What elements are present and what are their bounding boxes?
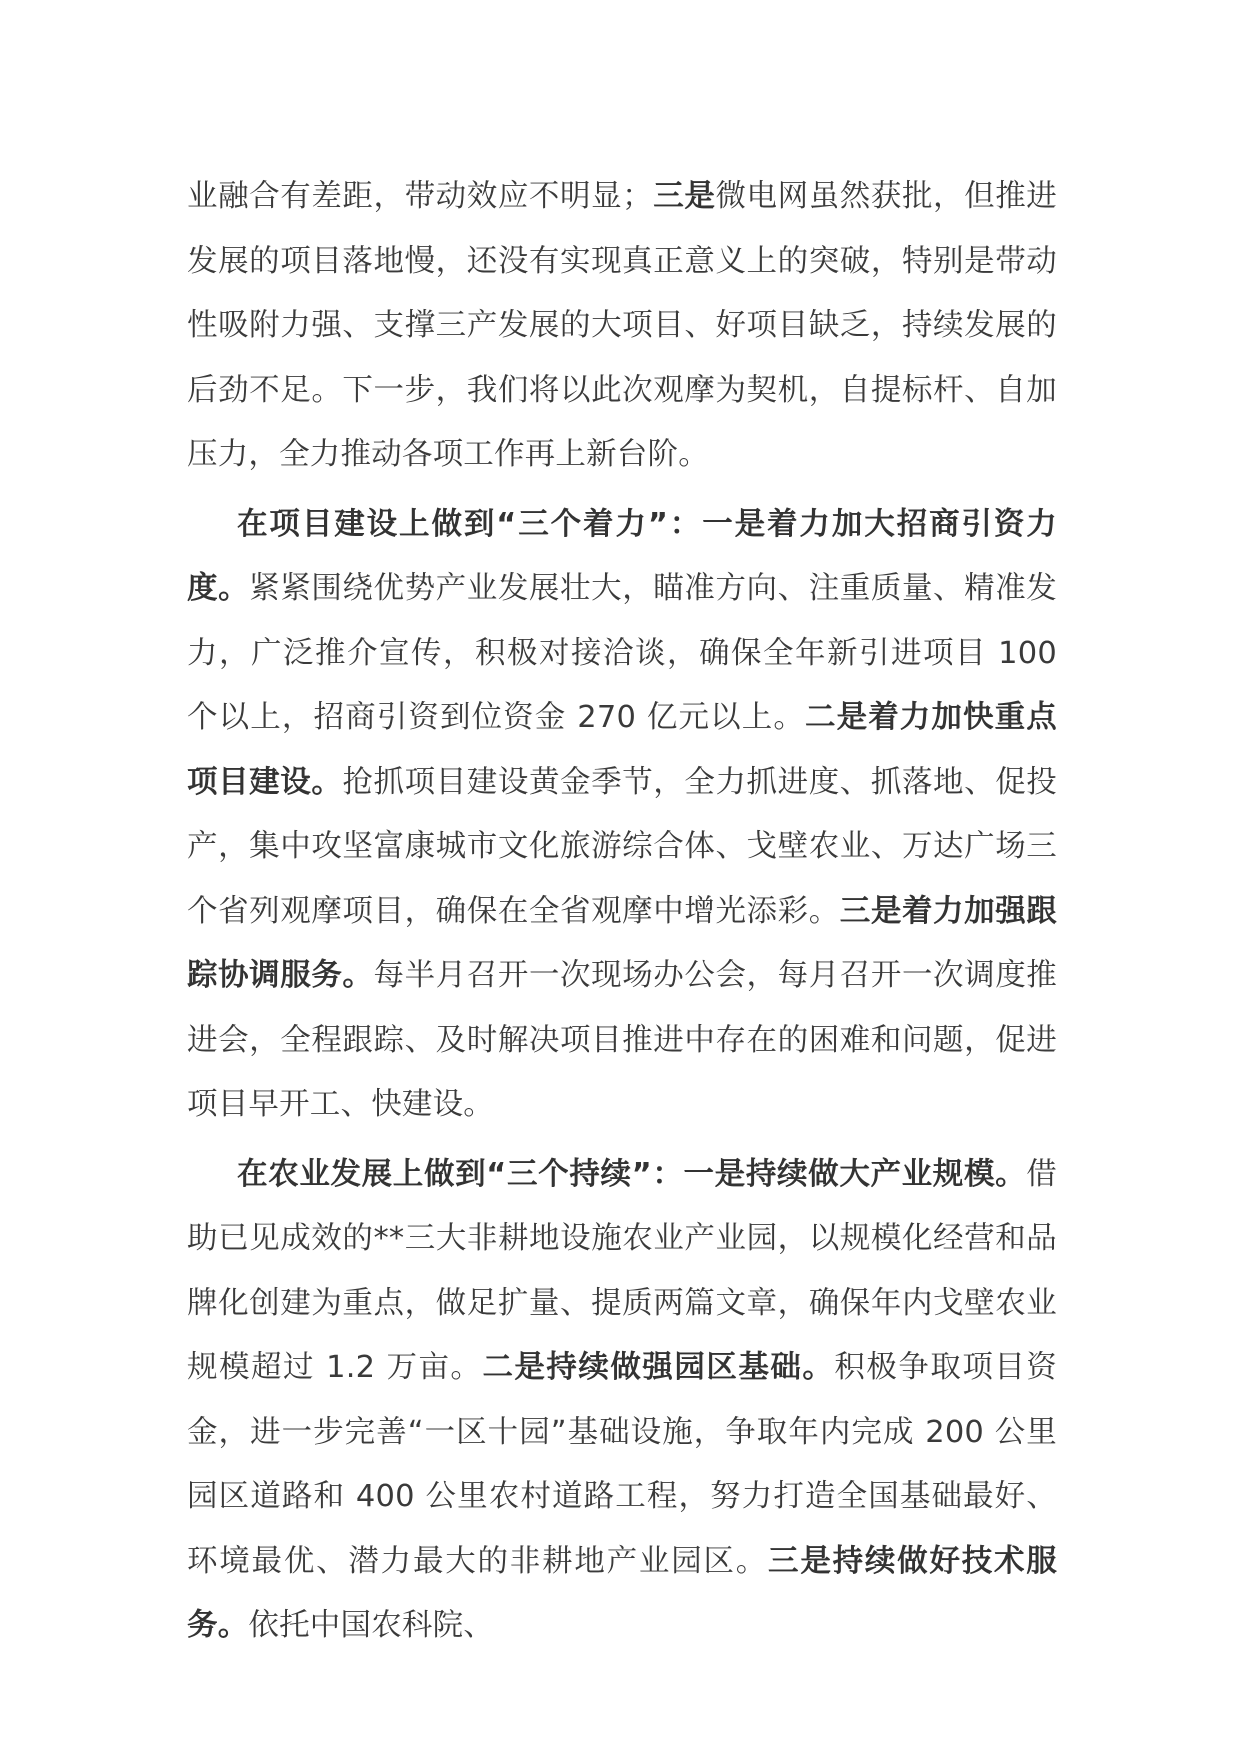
bold-text-run: 在项目建设上做到“三个着力”：一是着力加大招商引资力度。 [187, 506, 1057, 606]
bold-text-run: 三是 [652, 179, 716, 214]
text-run: 紧紧围绕优势产业发展壮大，瞄准方向、注重质量、精准发力，广泛推介宣传，积极对接洽谈，确保全年新引进项目 100 个以上，招商引资到位资金 270 亿元以上。 [187, 571, 1057, 735]
bold-text-run: 三是持续做好技术服务。 [187, 1543, 1057, 1643]
paragraph-2 [187, 493, 1057, 1138]
bold-text-run: 在农业发展上做到“三个持续”：一是持续做大产业规模。 [237, 1156, 1027, 1192]
text-run: 依托中国农科院、 [248, 1608, 495, 1643]
text-run: 借助已见成效的**三大非耕地设施农业产业园，以规模化经营和品牌化创建为重点，做足扩量、提质两篇文章，确保年内戈壁农业规模超过 1.2 万亩。 [187, 1156, 1057, 1385]
paragraph-3 [187, 1143, 1057, 1659]
text-run: 微电网虽然获批，但推进发展的项目落地慢，还没有实现真正意义上的突破，特别是带动性吸附力强、支撑三产发展的大项目、好项目缺乏，持续发展的后劲不足。下一步，我们将以此次观摩为契机，自提标杆、自加压力，全力推动各项工作再上新台阶。 [187, 179, 1058, 472]
text-run: 抢抓项目建设黄金季节，全力抓进度、抓落地、促投产，集中攻坚富康城市文化旅游综合体、戈壁农业、万达广场三个省列观摩项目，确保在全省观摩中增光添彩。 [187, 764, 1058, 929]
text-run: 业融合有差距，带动效应不明显； [187, 179, 653, 214]
paragraph-1 [187, 165, 1057, 488]
bold-text-run: 二是持续做强园区基础。 [482, 1350, 835, 1385]
bold-text-run: 三是着力加强跟踪协调服务。 [187, 893, 1057, 993]
document-body [187, 165, 1057, 1664]
bold-text-run: 二是着力加快重点项目建设。 [187, 700, 1057, 800]
text-run: 每半月召开一次现场办公会，每月召开一次调度推进会，全程跟踪、及时解决项目推进中存在的困难和问题，促进项目早开工、快建设。 [187, 958, 1057, 1122]
text-run: 积极争取项目资金，进一步完善“一区十园”基础设施，争取年内完成 200 公里园区道路和 400 公里农村道路工程，努力打造全国基础最好、环境最优、潜力最大的非耕地产业园区。 [187, 1350, 1058, 1579]
